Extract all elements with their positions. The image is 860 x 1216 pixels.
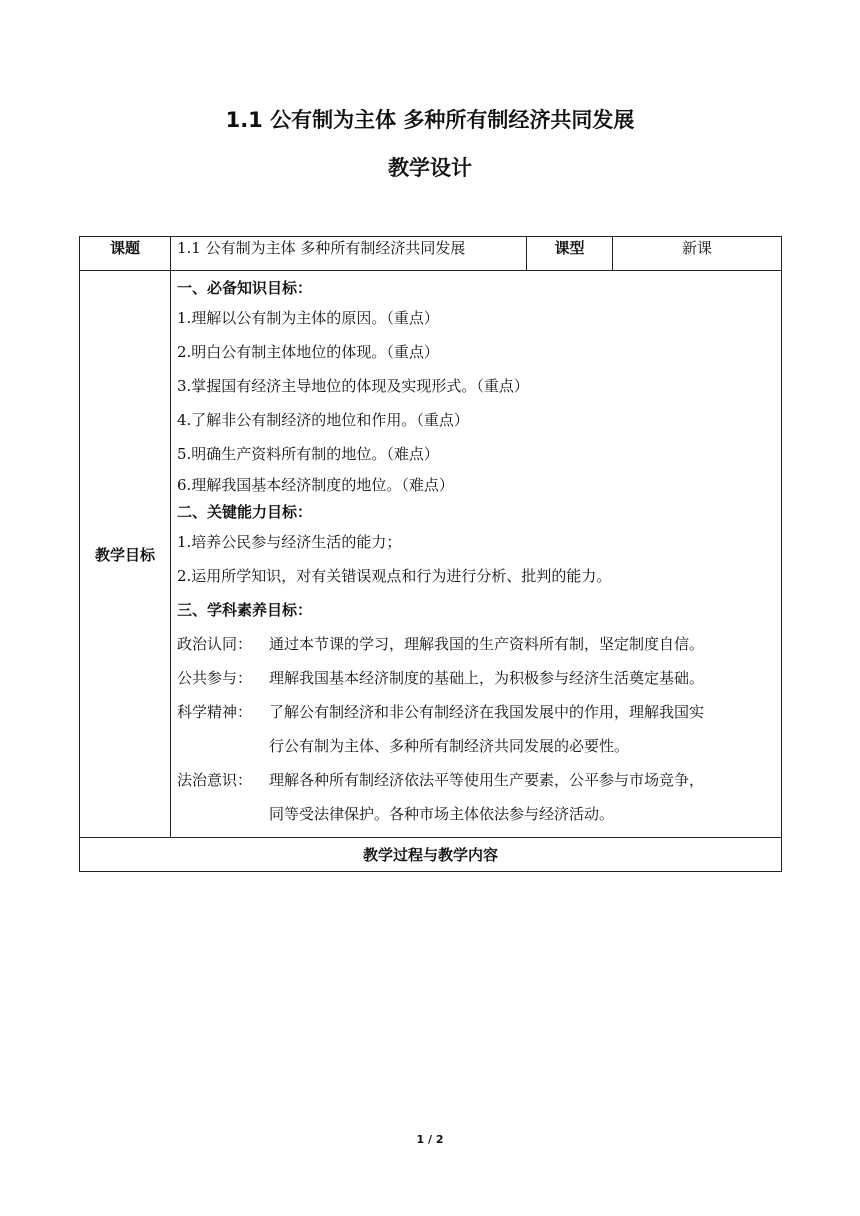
section-title-literacy: 三、学科素养目标： bbox=[177, 601, 313, 619]
list-item: 1.培养公民参与经济生活的能力； bbox=[177, 533, 402, 551]
literacy-item bbox=[177, 763, 775, 831]
section-title-ability: 二、关键能力目标： bbox=[177, 503, 313, 521]
document-title: 1.1 公有制为主体 多种所有制经济共同发展 bbox=[225, 108, 635, 132]
topic-row bbox=[80, 237, 782, 271]
literacy-text: 理解各种所有制经济依法平等使用生产要素，公平参与市场竞争， 同等受法律保护。各种市场主体依法参与经济活动。 bbox=[269, 771, 705, 823]
list-item: 5.明确生产资料所有制的地位。（难点） bbox=[177, 445, 439, 463]
list-item: 2.运用所学知识，对有关错误观点和行为进行分析、批判的能力。 bbox=[177, 567, 612, 585]
literacy-label: 法治意识： bbox=[177, 771, 253, 789]
goals-label: 教学目标 bbox=[80, 271, 171, 838]
literacy-label: 政治认同： bbox=[177, 635, 253, 653]
process-row bbox=[80, 838, 782, 872]
list-item: 1.理解以公有制为主体的原因。（重点） bbox=[177, 309, 439, 327]
document-subtitle: 教学设计 bbox=[388, 156, 472, 180]
topic-value: 1.1 公有制为主体 多种所有制经济共同发展 bbox=[171, 237, 527, 271]
process-header: 教学过程与教学内容 bbox=[80, 838, 782, 872]
list-item: 2.明白公有制主体地位的体现。（重点） bbox=[177, 343, 439, 361]
topic-label: 课题 bbox=[80, 237, 171, 271]
literacy-label: 公共参与： bbox=[177, 669, 253, 687]
section-title-knowledge: 一、必备知识目标： bbox=[177, 279, 313, 297]
list-item: 4.了解非公有制经济的地位和作用。（重点） bbox=[177, 411, 469, 429]
literacy-item bbox=[177, 695, 775, 763]
goals-row bbox=[80, 271, 782, 838]
literacy-text: 了解公有制经济和非公有制经济在我国发展中的作用，理解我国实 行公有制为主体、多种所有制经济共同发展的必要性。 bbox=[269, 703, 705, 755]
literacy-text: 通过本节课的学习，理解我国的生产资料所有制，坚定制度自信。 bbox=[269, 635, 705, 653]
goals-content bbox=[171, 271, 782, 838]
lesson-type-value: 新课 bbox=[613, 237, 782, 271]
lesson-type-label: 课型 bbox=[527, 237, 613, 271]
lesson-plan-table bbox=[79, 236, 782, 872]
literacy-text: 理解我国基本经济制度的基础上，为积极参与经济生活奠定基础。 bbox=[269, 669, 705, 687]
literacy-item bbox=[177, 627, 775, 661]
list-item: 6.理解我国基本经济制度的地位。（难点） bbox=[177, 476, 454, 494]
list-item: 3.掌握国有经济主导地位的体现及实现形式。（重点） bbox=[177, 377, 529, 395]
page-number: 1 / 2 bbox=[416, 1133, 444, 1146]
literacy-label: 科学精神： bbox=[177, 703, 253, 721]
literacy-item bbox=[177, 661, 775, 695]
